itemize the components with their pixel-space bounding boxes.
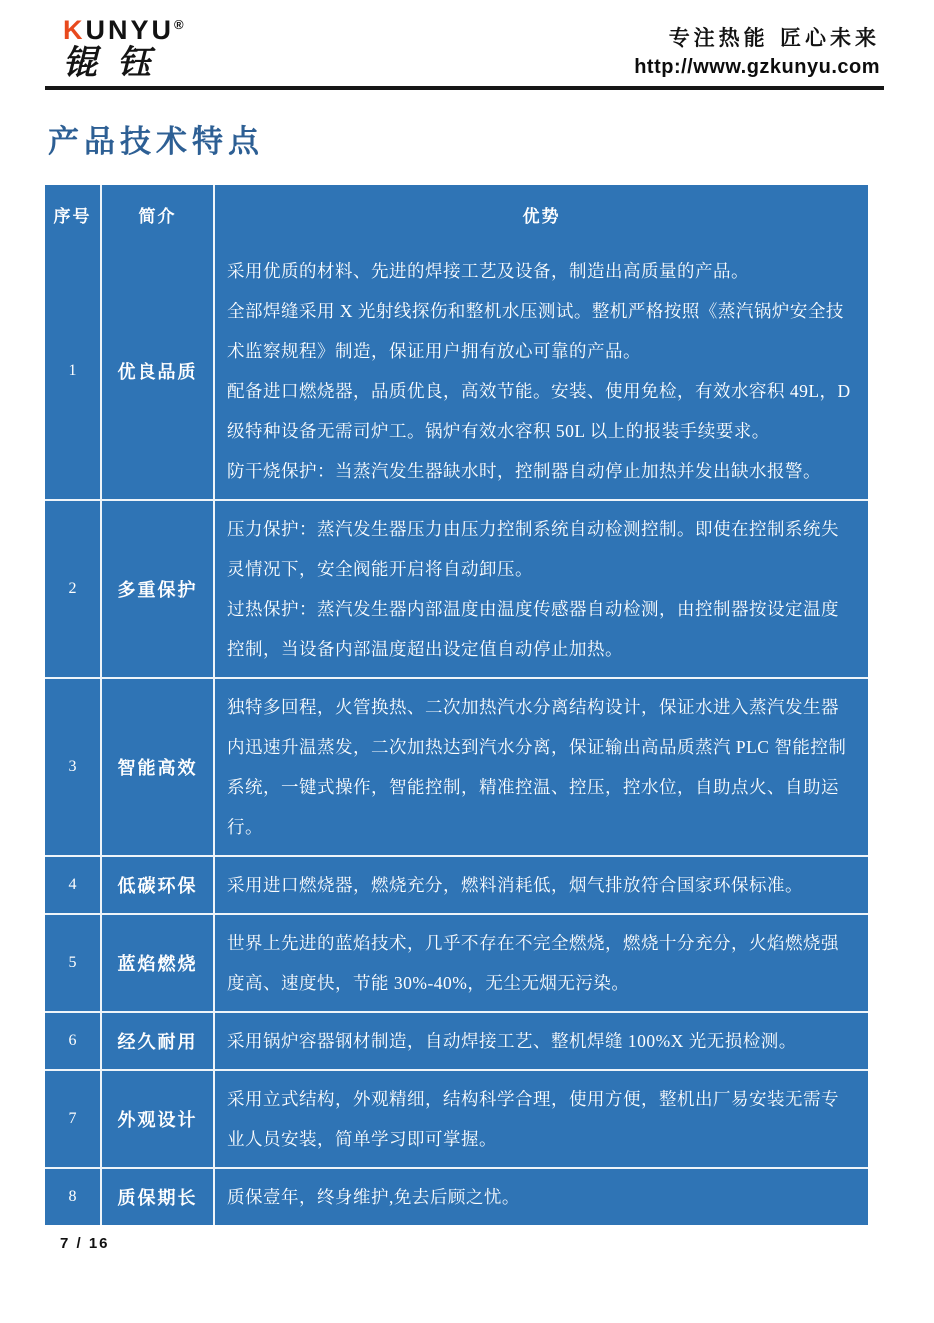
row-num: 1 <box>45 243 102 499</box>
row-label: 多重保护 <box>102 501 215 677</box>
row-label: 质保期长 <box>102 1169 215 1225</box>
row-num: 5 <box>45 915 102 1011</box>
row-num: 6 <box>45 1013 102 1069</box>
row-content <box>215 1013 868 1069</box>
page-header <box>45 6 884 90</box>
table-header-row <box>45 185 868 243</box>
page-number: 7 / 16 <box>60 1235 110 1252</box>
registered-trademark-icon: ® <box>174 17 184 32</box>
row-paragraph: 质保壹年，终身维护,免去后顾之忧。 <box>227 1187 520 1207</box>
row-content <box>215 243 868 499</box>
table-row <box>45 855 868 913</box>
feature-table <box>45 185 868 1225</box>
row-num: 2 <box>45 501 102 677</box>
logo-letters-unyu: UNYU <box>85 15 175 45</box>
row-paragraph: 采用锅炉容器钢材制造，自动焊接工艺、整机焊缝 100%X 光无损检测。 <box>227 1031 797 1051</box>
row-paragraph: 压力保护：蒸汽发生器压力由压力控制系统自动检测控制。即使在控制系统失灵情况下，安全阀能开启将自动卸压。 <box>227 519 839 579</box>
row-label: 外观设计 <box>102 1071 215 1167</box>
row-num: 4 <box>45 857 102 913</box>
row-num: 3 <box>45 679 102 855</box>
row-label: 优良品质 <box>102 243 215 499</box>
table-body <box>45 243 868 1225</box>
row-paragraph: 配备进口燃烧器，品质优良，高效节能。安装、使用免检，有效水容积 49L，D 级特种设备无需司炉工。锅炉有效水容积 50L 以上的报装手续要求。 <box>227 381 851 441</box>
column-header-advantage: 优势 <box>522 206 561 226</box>
row-paragraph: 全部焊缝采用 X 光射线探伤和整机水压测试。整机严格按照《蒸汽锅炉安全技术监察规程》制造，保证用户拥有放心可靠的产品。 <box>227 301 844 361</box>
row-paragraph: 采用立式结构，外观精细，结构科学合理，使用方便，整机出厂易安装无需专业人员安装，简单学习即可掌握。 <box>227 1089 839 1149</box>
column-header-intro: 简介 <box>102 185 215 243</box>
row-content <box>215 915 868 1011</box>
row-paragraph: 采用优质的材料、先进的焊接工艺及设备，制造出高质量的产品。 <box>227 261 749 281</box>
row-label: 蓝焰燃烧 <box>102 915 215 1011</box>
row-label: 低碳环保 <box>102 857 215 913</box>
company-website-url: http://www.gzkunyu.com <box>634 56 880 78</box>
logo-wordmark <box>63 17 184 44</box>
row-content <box>215 501 868 677</box>
table-row <box>45 913 868 1011</box>
row-label: 经久耐用 <box>102 1013 215 1069</box>
table-row <box>45 243 868 499</box>
table-row <box>45 499 868 677</box>
table-row <box>45 1069 868 1167</box>
company-slogan: 专注热能 匠心未来 <box>668 24 880 50</box>
table-row <box>45 677 868 855</box>
row-paragraph: 独特多回程，火管换热、二次加热汽水分离结构设计，保证水进入蒸汽发生器内迅速升温蒸发，二次加热达到汽水分离，保证输出高品质蒸汽 PLC 智能控制系统，一键式操作，智能控制，精准控温、控压，控水位，自助点火、自助运行。 <box>227 697 847 837</box>
column-header-number: 序号 <box>45 185 102 243</box>
table-row <box>45 1167 868 1225</box>
logo-chinese-name: 锟钰 <box>63 43 171 83</box>
company-logo <box>49 15 184 83</box>
logo-letter-k: K <box>63 15 86 45</box>
row-content <box>215 857 868 913</box>
row-content <box>215 1169 868 1225</box>
row-content <box>215 679 868 855</box>
row-num: 7 <box>45 1071 102 1167</box>
header-right-block <box>634 25 880 80</box>
row-paragraph: 防干烧保护：当蒸汽发生器缺水时，控制器自动停止加热并发出缺水报警。 <box>227 461 821 481</box>
row-label: 智能高效 <box>102 679 215 855</box>
row-paragraph: 采用进口燃烧器，燃烧充分，燃料消耗低，烟气排放符合国家环保标准。 <box>227 875 803 895</box>
row-content <box>215 1071 868 1167</box>
row-num: 8 <box>45 1169 102 1225</box>
row-paragraph: 过热保护：蒸汽发生器内部温度由温度传感器自动检测，由控制器按设定温度控制，当设备内部温度超出设定值自动停止加热。 <box>227 599 839 659</box>
page-title: 产品技术特点 <box>48 124 264 159</box>
table-row <box>45 1011 868 1069</box>
row-paragraph: 世界上先进的蓝焰技术，几乎不存在不完全燃烧，燃烧十分充分，火焰燃烧强度高、速度快，节能 30%-40%，无尘无烟无污染。 <box>227 933 839 993</box>
